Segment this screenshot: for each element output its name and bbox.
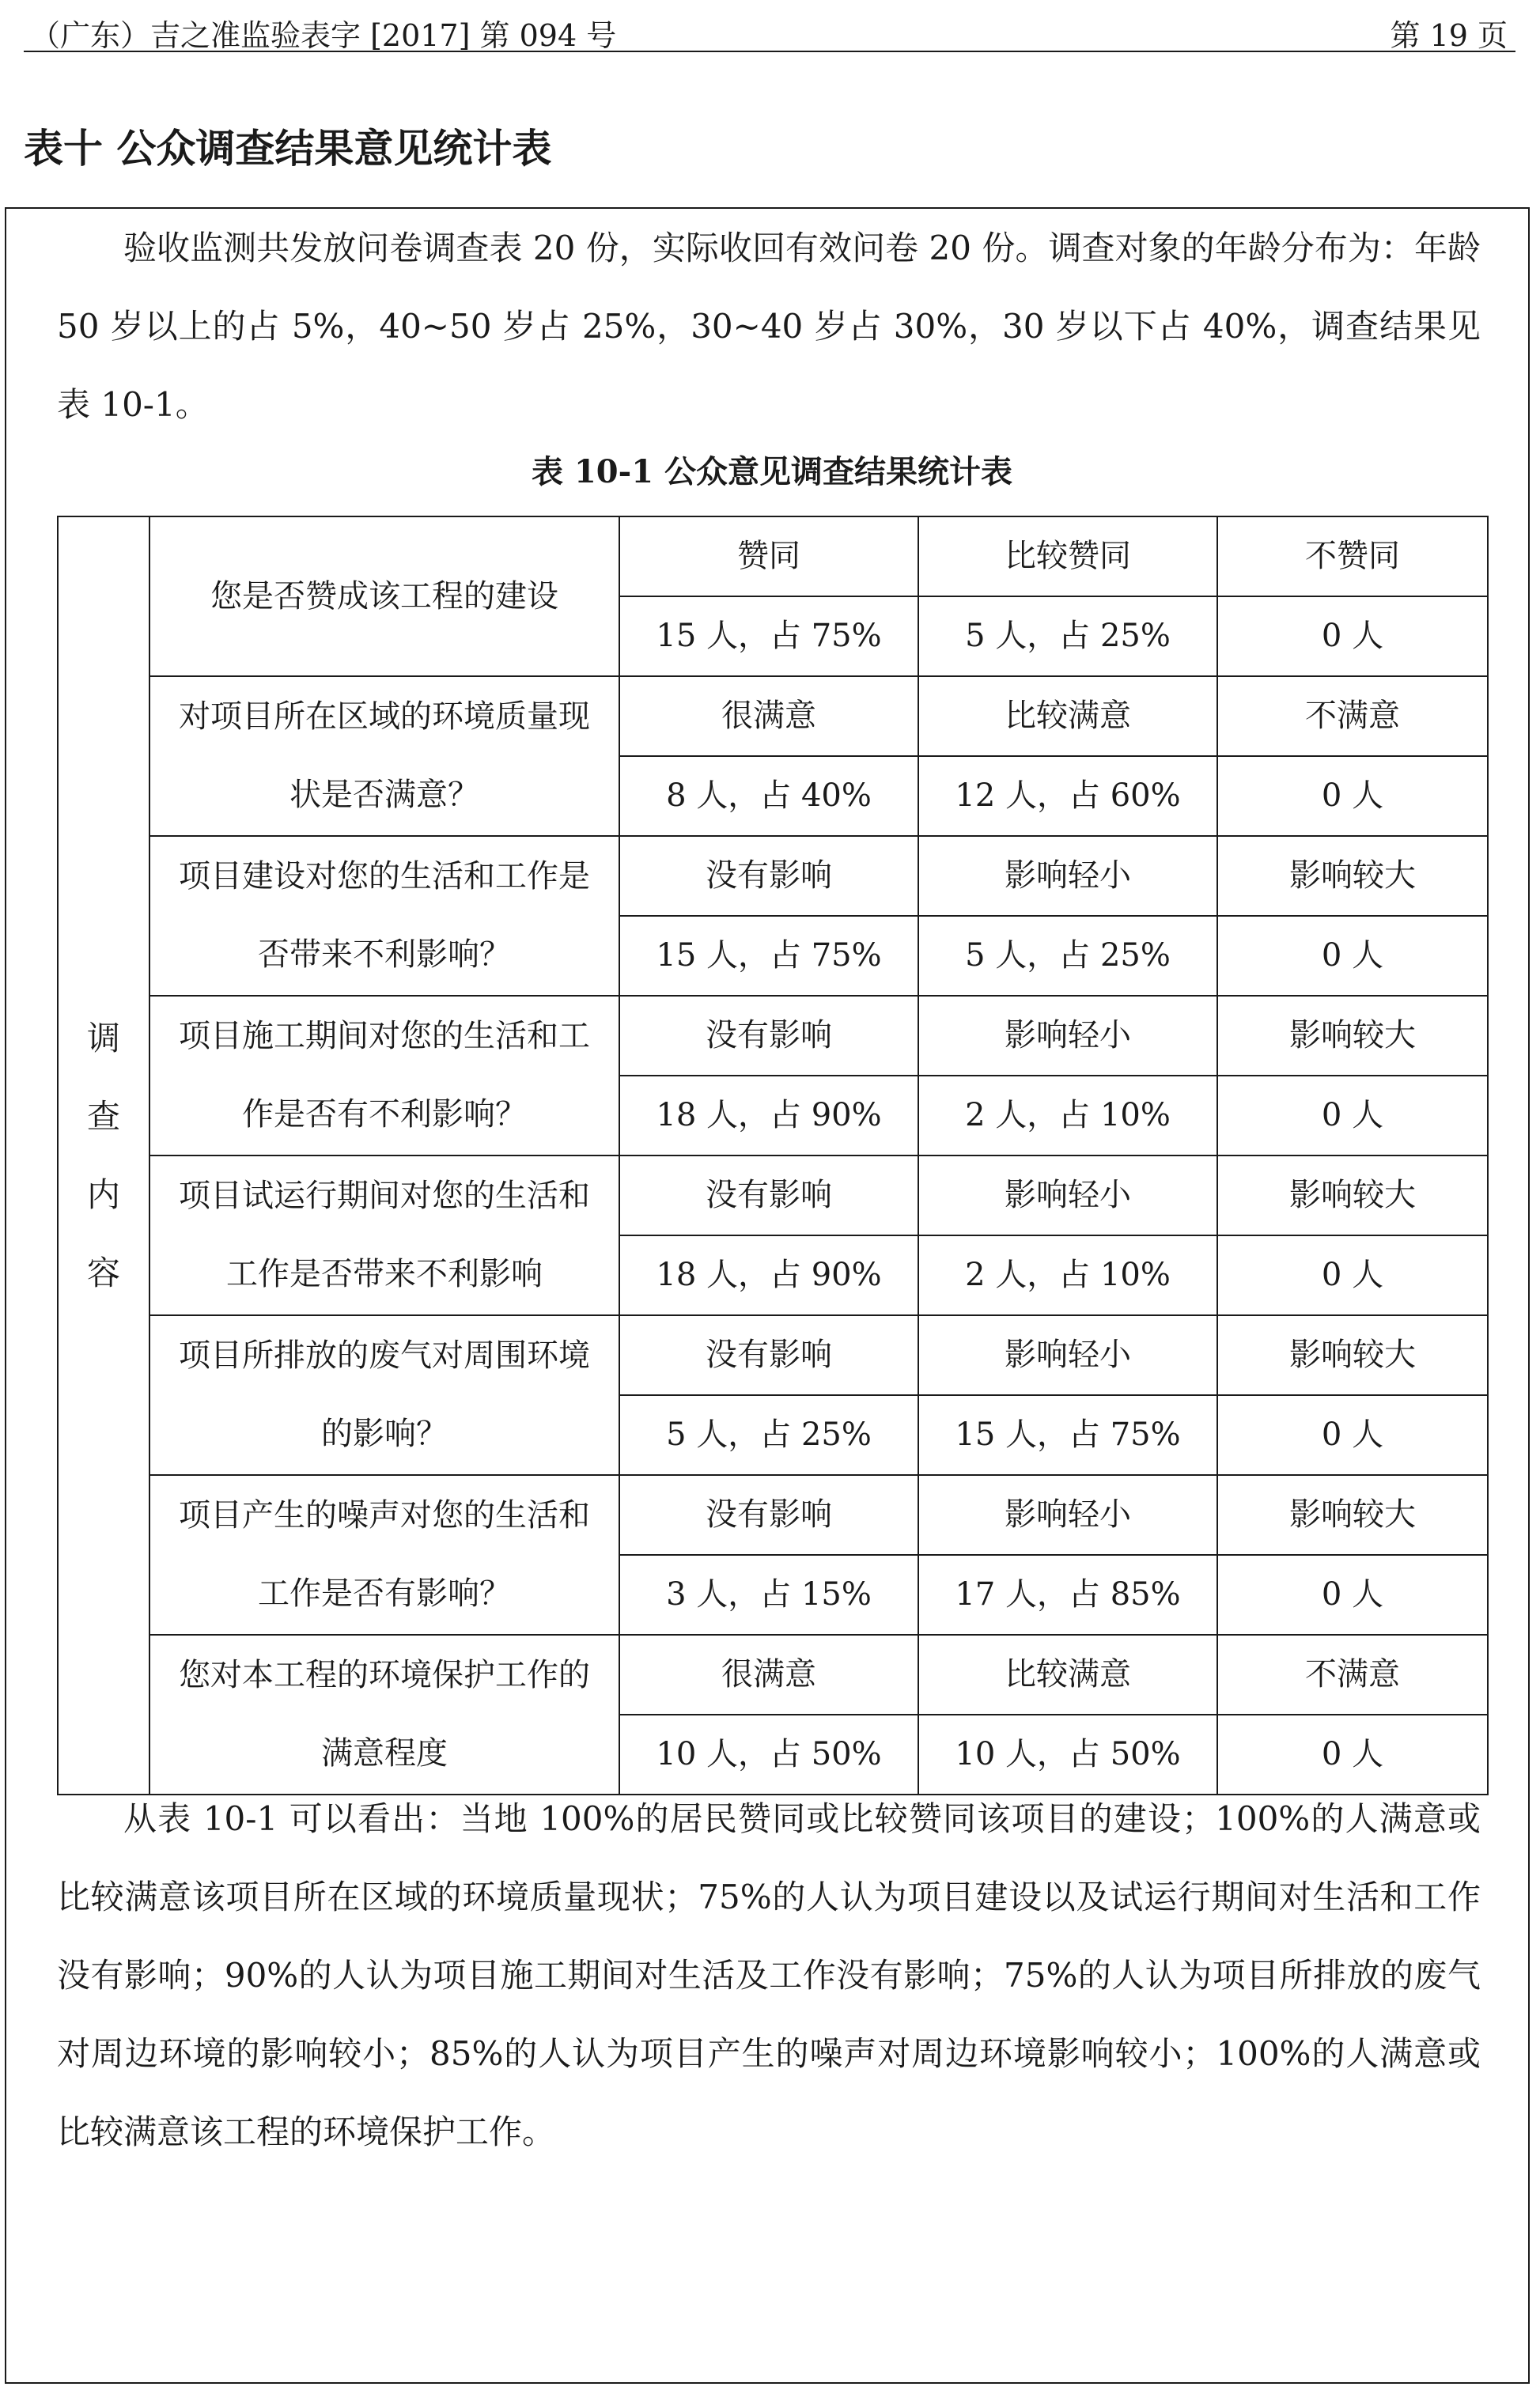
result-cell: 2 人，占 10% xyxy=(918,1076,1217,1156)
result-cell: 0 人 xyxy=(1217,916,1488,996)
section-title: 表十 公众调查结果意见统计表 xyxy=(24,126,552,172)
option-cell: 没有影响 xyxy=(619,1315,918,1395)
result-cell: 15 人，占 75% xyxy=(619,916,918,996)
document-number: （广东）吉之准监验表字 [2017] 第 094 号 xyxy=(30,18,617,53)
option-cell: 很满意 xyxy=(619,676,918,756)
result-cell: 10 人，占 50% xyxy=(918,1715,1217,1795)
result-cell: 0 人 xyxy=(1217,596,1488,676)
option-cell: 影响较大 xyxy=(1217,836,1488,916)
result-cell: 3 人，占 15% xyxy=(619,1555,918,1635)
option-cell: 影响轻小 xyxy=(918,996,1217,1076)
option-cell: 不满意 xyxy=(1217,676,1488,756)
result-cell: 15 人，占 75% xyxy=(619,596,918,676)
survey-results-table xyxy=(57,516,1489,1795)
page-number: 第 19 页 xyxy=(1390,18,1508,53)
option-cell: 影响轻小 xyxy=(918,836,1217,916)
option-cell: 比较赞同 xyxy=(918,516,1217,596)
question-cell: 您是否赞成该工程的建设 xyxy=(149,516,619,676)
option-cell: 没有影响 xyxy=(619,996,918,1076)
option-cell: 不满意 xyxy=(1217,1635,1488,1715)
result-cell: 5 人，占 25% xyxy=(918,596,1217,676)
result-cell: 15 人，占 75% xyxy=(918,1395,1217,1475)
result-cell: 5 人，占 25% xyxy=(619,1395,918,1475)
result-cell: 12 人，占 60% xyxy=(918,756,1217,836)
result-cell: 18 人，占 90% xyxy=(619,1076,918,1156)
option-cell: 不赞同 xyxy=(1217,516,1488,596)
conclusion-paragraph: 从表 10-1 可以看出：当地 100%的居民赞同或比较赞同该项目的建设；100%的人满意或比较满意该项目所在区域的环境质量现状；75%的人认为项目建设以及试运行期间对生活和工作没有影响；90%的人认为项目施工期间对生活及工作没有影响；75%的人认为项目所排放的废气对周边环境的影响较小；85%的人认为项目产生的噪声对周边环境影响较小；100%的人满意或比较满意该工程的环境保护工作。 xyxy=(57,1799,1481,2151)
option-cell: 影响较大 xyxy=(1217,1156,1488,1235)
result-cell: 0 人 xyxy=(1217,1715,1488,1795)
side-label-char: 查 xyxy=(86,1097,120,1136)
option-cell: 赞同 xyxy=(619,516,918,596)
option-cell: 没有影响 xyxy=(619,836,918,916)
option-cell: 很满意 xyxy=(619,1635,918,1715)
option-cell: 没有影响 xyxy=(619,1475,918,1555)
result-cell: 0 人 xyxy=(1217,1076,1488,1156)
question-cell: 对项目所在区域的环境质量现状是否满意？ xyxy=(149,676,619,836)
question-cell: 项目所排放的废气对周围环境的影响？ xyxy=(149,1315,619,1475)
side-label-char: 调 xyxy=(86,1019,120,1057)
table-row xyxy=(58,516,1488,596)
table-row xyxy=(58,676,1488,756)
question-cell: 项目产生的噪声对您的生活和工作是否有影响？ xyxy=(149,1475,619,1635)
question-cell: 项目施工期间对您的生活和工作是否有不利影响？ xyxy=(149,996,619,1156)
result-cell: 17 人，占 85% xyxy=(918,1555,1217,1635)
option-cell: 影响较大 xyxy=(1217,1315,1488,1395)
option-cell: 比较满意 xyxy=(918,1635,1217,1715)
option-cell: 比较满意 xyxy=(918,676,1217,756)
page-header xyxy=(24,8,1515,52)
result-cell: 0 人 xyxy=(1217,1555,1488,1635)
table-row xyxy=(58,996,1488,1076)
table-row xyxy=(58,1635,1488,1715)
question-cell: 您对本工程的环境保护工作的满意程度 xyxy=(149,1635,619,1795)
result-cell: 18 人，占 90% xyxy=(619,1235,918,1315)
table-row xyxy=(58,1315,1488,1395)
option-cell: 影响轻小 xyxy=(918,1315,1217,1395)
option-cell: 影响轻小 xyxy=(918,1475,1217,1555)
side-label-char: 容 xyxy=(86,1254,120,1292)
result-cell: 10 人，占 50% xyxy=(619,1715,918,1795)
result-cell: 8 人，占 40% xyxy=(619,756,918,836)
result-cell: 0 人 xyxy=(1217,756,1488,836)
option-cell: 没有影响 xyxy=(619,1156,918,1235)
table-row xyxy=(58,836,1488,916)
option-cell: 影响较大 xyxy=(1217,996,1488,1076)
option-cell: 影响较大 xyxy=(1217,1475,1488,1555)
side-label-char: 内 xyxy=(86,1175,120,1214)
side-label-cell xyxy=(58,516,149,1795)
table-caption: 表 10-1 公众意见调查结果统计表 xyxy=(532,453,1012,490)
table-row xyxy=(58,1156,1488,1235)
question-cell: 项目试运行期间对您的生活和工作是否带来不利影响 xyxy=(149,1156,619,1315)
result-cell: 5 人，占 25% xyxy=(918,916,1217,996)
question-cell: 项目建设对您的生活和工作是否带来不利影响？ xyxy=(149,836,619,996)
result-cell: 0 人 xyxy=(1217,1395,1488,1475)
option-cell: 影响轻小 xyxy=(918,1156,1217,1235)
result-cell: 0 人 xyxy=(1217,1235,1488,1315)
table-row xyxy=(58,1475,1488,1555)
result-cell: 2 人，占 10% xyxy=(918,1235,1217,1315)
intro-paragraph: 验收监测共发放问卷调查表 20 份，实际收回有效问卷 20 份。调查对象的年龄分布为：年龄 50 岁以上的占 5%，40~50 岁占 25%，30~40 岁占 30%，30 岁以下占 40%，调查结果见表 10-1。 xyxy=(57,229,1481,424)
